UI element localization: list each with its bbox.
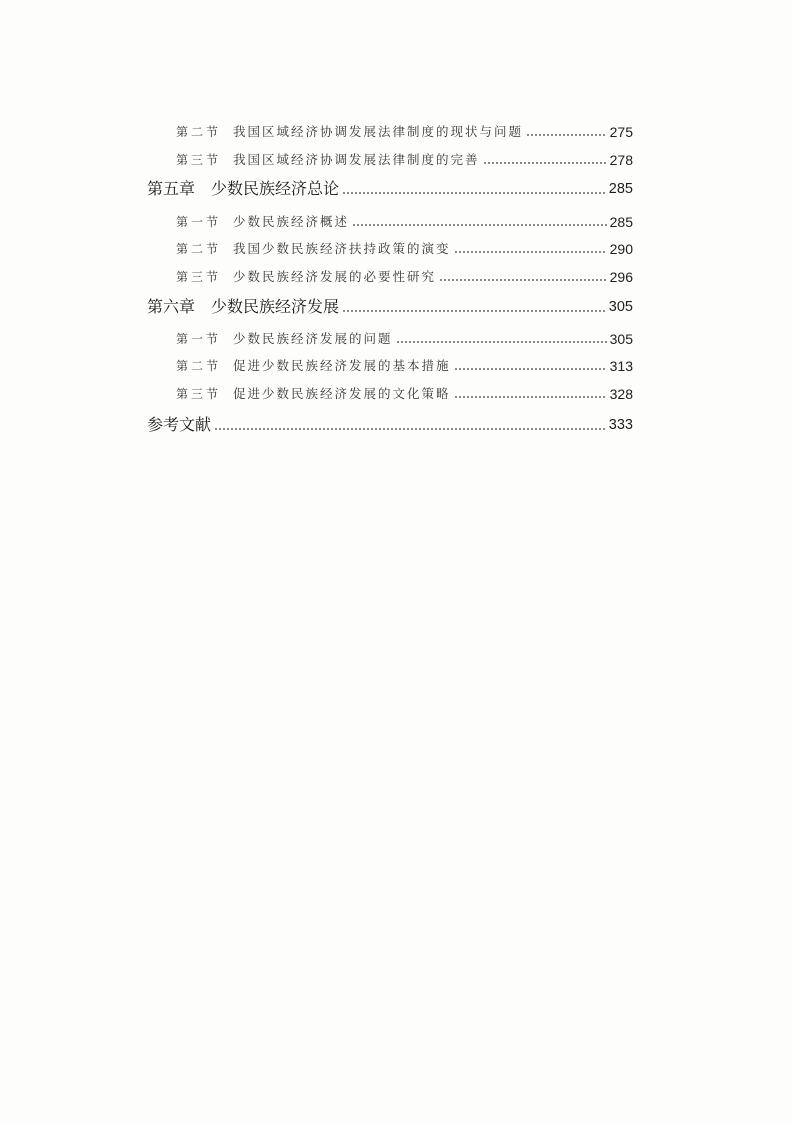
toc-section-entry xyxy=(176,147,633,169)
section-label: 第一节 xyxy=(176,332,222,346)
dot-leader xyxy=(454,251,607,253)
toc-section-entry xyxy=(176,264,633,286)
chapter-label: 第五章 xyxy=(147,179,196,198)
dot-leader xyxy=(396,341,607,343)
references-title: 参考文献 xyxy=(147,415,212,434)
page-number: 285 xyxy=(608,181,633,197)
section-title: 促进少数民族经济发展的基本措施 xyxy=(233,358,451,373)
dot-leader xyxy=(352,224,607,226)
section-label: 第三节 xyxy=(176,387,222,401)
section-label: 第二节 xyxy=(176,125,222,139)
chapter-title: 少数民族经济总论 xyxy=(211,179,340,198)
toc-section-entry xyxy=(176,119,633,141)
page-number: 305 xyxy=(608,299,633,315)
dot-leader xyxy=(454,368,607,370)
section-label: 第一节 xyxy=(176,215,222,229)
section-title: 我国区域经济协调发展法律制度的现状与问题 xyxy=(233,124,524,139)
toc-chapter-entry xyxy=(147,177,633,199)
page-number: 333 xyxy=(608,417,633,433)
page-number: 278 xyxy=(609,152,633,168)
section-label: 第二节 xyxy=(176,359,222,373)
dot-leader xyxy=(454,396,607,398)
chapter-label: 第六章 xyxy=(147,297,196,316)
toc-section-entry xyxy=(176,353,633,375)
section-label: 第三节 xyxy=(176,153,222,167)
page-number: 275 xyxy=(609,124,633,140)
dot-leader xyxy=(214,428,606,430)
dot-leader xyxy=(342,192,606,194)
section-title: 少数民族经济发展的必要性研究 xyxy=(233,269,437,284)
page-number: 305 xyxy=(609,331,633,347)
toc-section-entry xyxy=(176,326,633,348)
chapter-title: 少数民族经济发展 xyxy=(211,297,340,316)
toc-section-entry xyxy=(176,236,633,258)
page-number: 296 xyxy=(609,269,633,285)
toc-references-entry xyxy=(147,413,633,435)
toc-section-entry xyxy=(176,381,633,403)
page-number: 285 xyxy=(609,214,633,230)
section-label: 第三节 xyxy=(176,270,222,284)
toc-section-entry xyxy=(176,209,633,231)
dot-leader xyxy=(526,134,607,136)
page-number: 313 xyxy=(609,358,633,374)
dot-leader xyxy=(483,162,607,164)
dot-leader xyxy=(342,310,606,312)
page-number: 328 xyxy=(609,386,633,402)
section-title: 少数民族经济概述 xyxy=(233,214,350,229)
toc-chapter-entry xyxy=(147,295,633,317)
dot-leader xyxy=(439,279,607,281)
section-title: 促进少数民族经济发展的文化策略 xyxy=(233,386,451,401)
section-title: 少数民族经济发展的问题 xyxy=(233,331,393,346)
section-label: 第二节 xyxy=(176,242,222,256)
section-title: 我国区域经济协调发展法律制度的完善 xyxy=(233,152,480,167)
section-title: 我国少数民族经济扶持政策的演变 xyxy=(233,241,451,256)
page-number: 290 xyxy=(609,241,633,257)
